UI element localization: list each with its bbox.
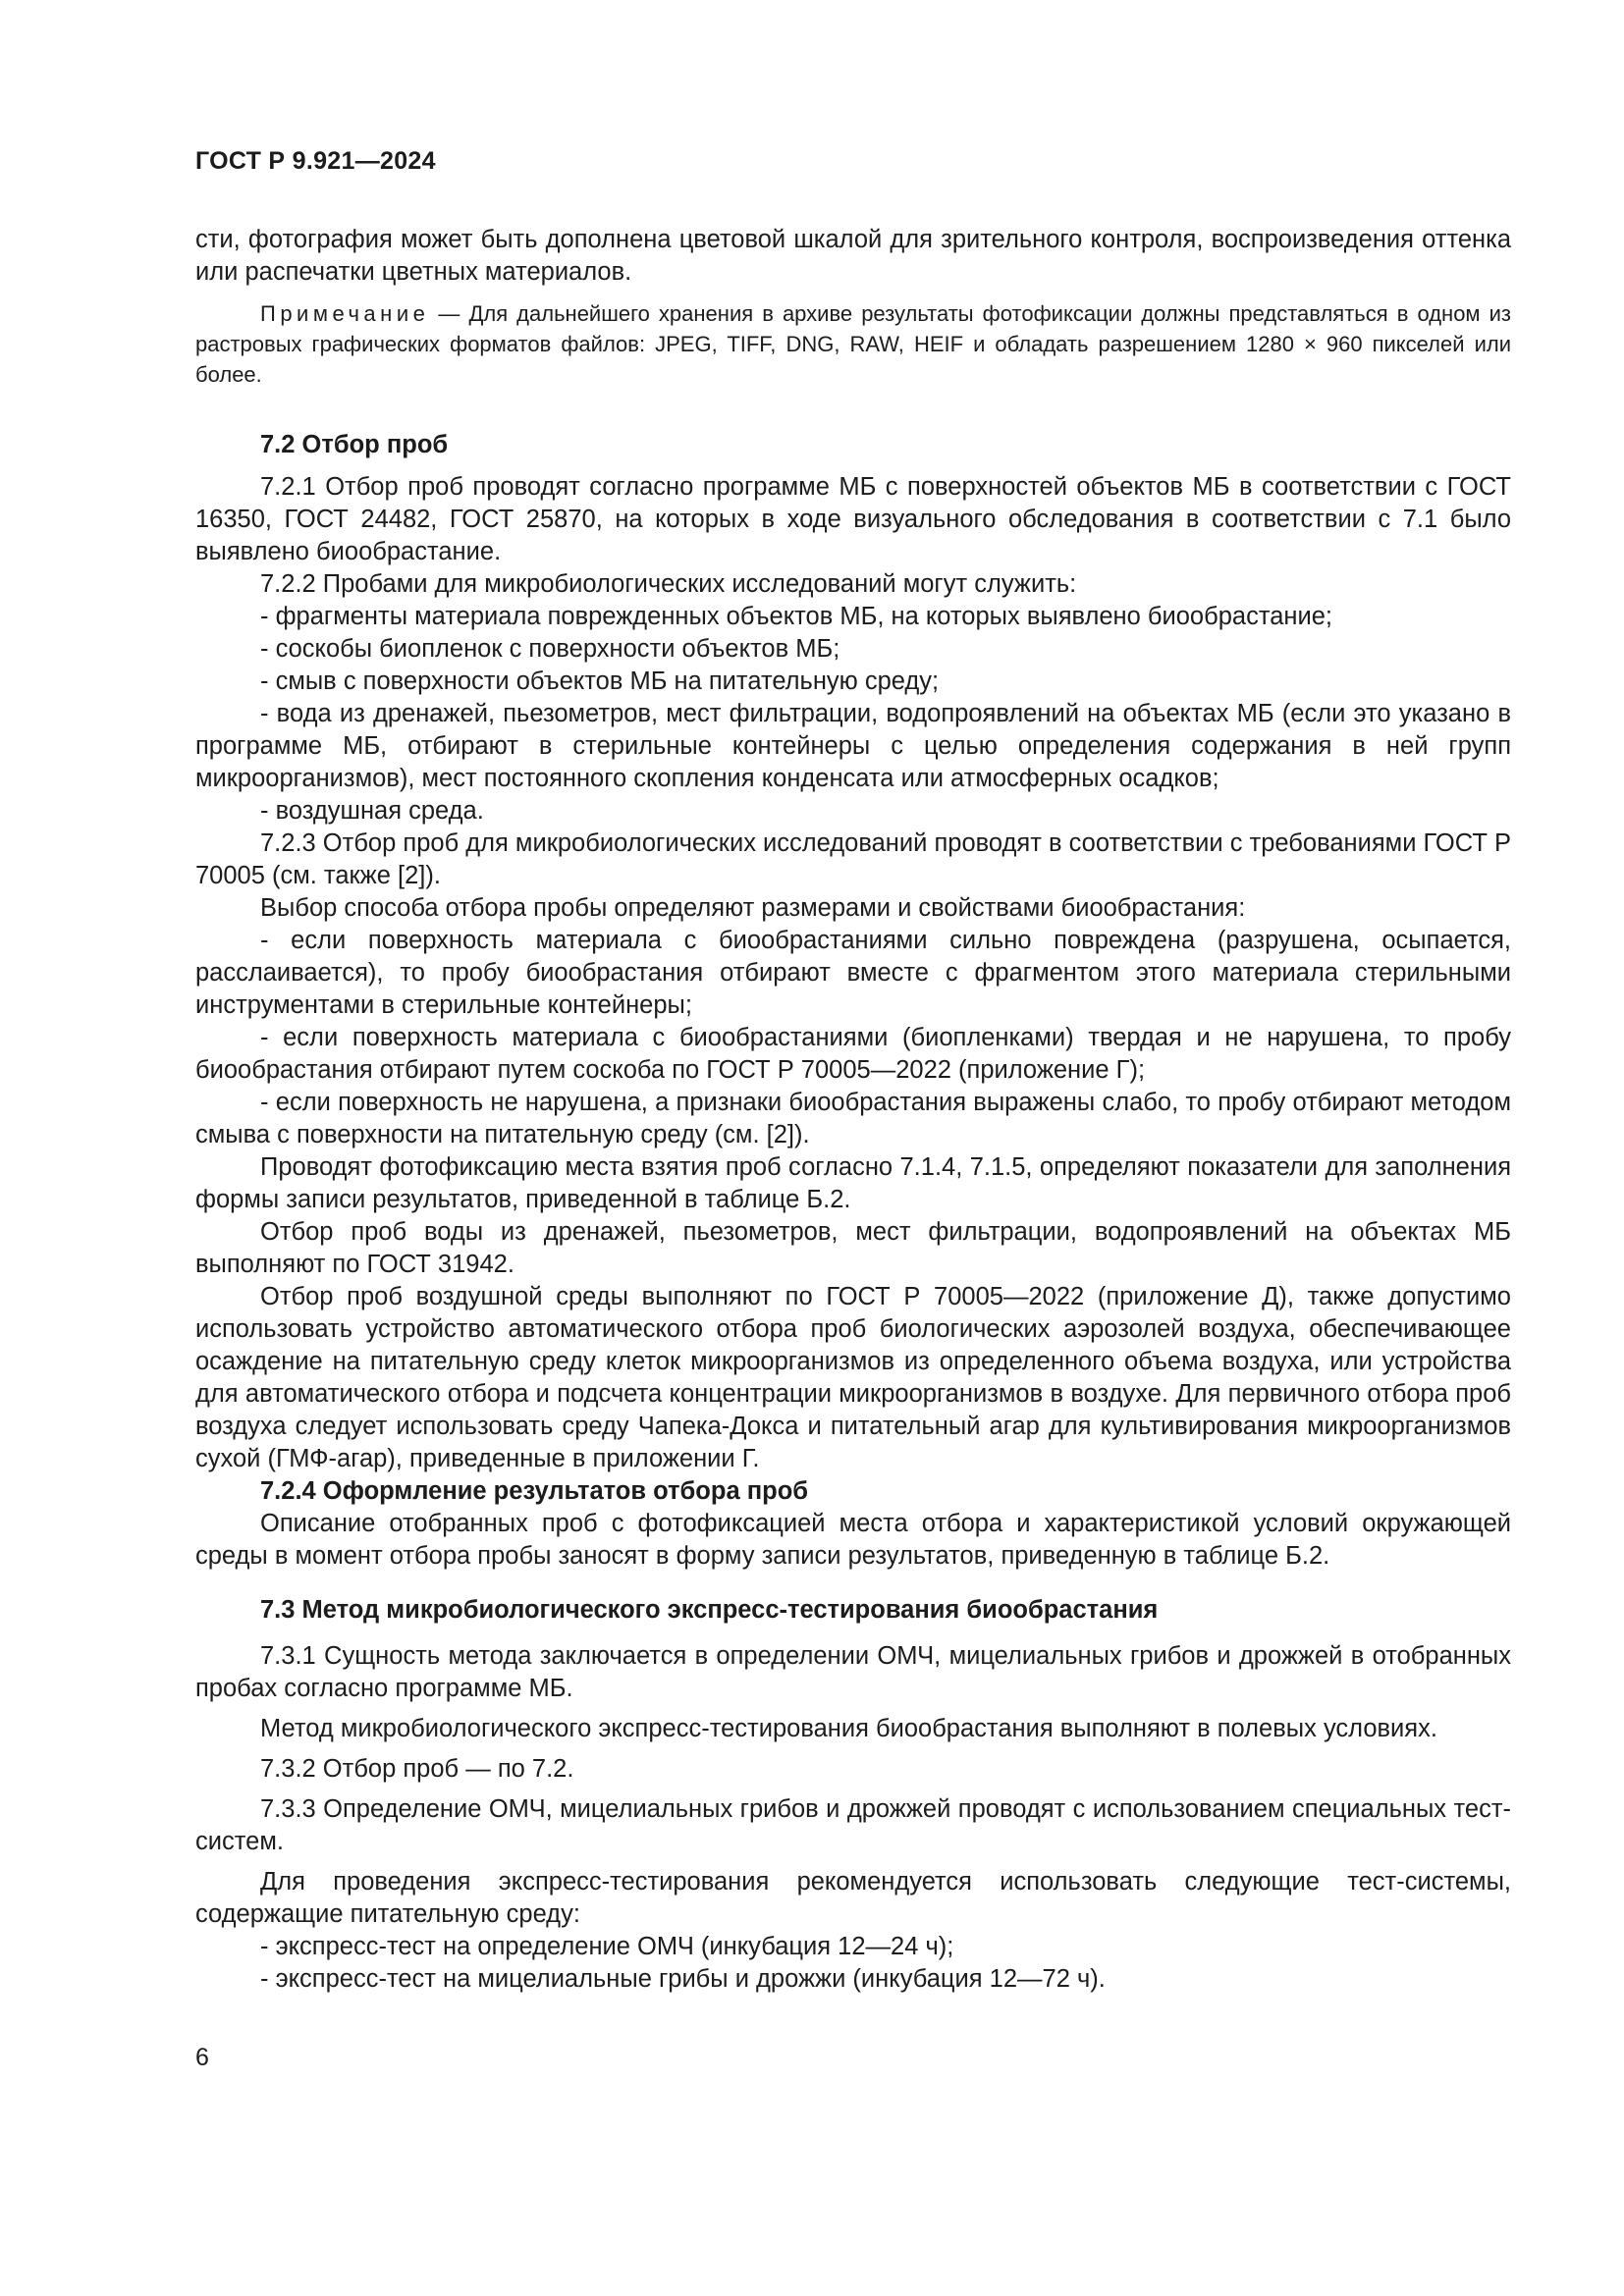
list-item: - если поверхность материала с биообрастаниями сильно повреждена (разрушена, осыпается, расслаивается), то пробу биообрастания отбирают вместе с фрагментом этого материала стерильными инструментами в стерильные контейнеры; bbox=[195, 927, 1511, 1019]
paragraph-field-conditions: Метод микробиологического экспресс-тестирования биообрастания выполняют в полевых условиях. bbox=[260, 1715, 1437, 1742]
paragraph-7-2-4: Описание отобранных проб с фотофиксацией места отбора и характеристикой условий окружающей среды в момент отбора пробы заносят в форму записи результатов, приведенную в таблице Б.2. bbox=[195, 1510, 1511, 1570]
section-title-7-2-4: 7.2.4 Оформление результатов отбора проб bbox=[260, 1477, 809, 1505]
paragraph-test-systems: Для проведения экспресс-тестирования рекомендуется использовать следующие тест-системы, содержащие питательную среду: bbox=[195, 1868, 1511, 1928]
paragraph-water-sampling: Отбор проб воды из дренажей, пьезометров, мест фильтрации, водопроявлений на объектах МБ выполняют по ГОСТ 31942. bbox=[195, 1218, 1511, 1278]
paragraph-7-3-3: 7.3.3 Определение ОМЧ, мицелиальных грибов и дрожжей проводят с использованием специальных тест-систем. bbox=[195, 1795, 1511, 1855]
paragraph-7-2-3: 7.2.3 Отбор проб для микробиологических исследований проводят в соответствии с требованиями ГОСТ Р 70005 (см. также [2]). bbox=[195, 829, 1511, 889]
paragraph-7-2-2: 7.2.2 Пробами для микробиологических исследований могут служить: bbox=[260, 570, 1077, 598]
paragraph-sampling-choice: Выбор способа отбора пробы определяют размерами и свойствами биообрастания: bbox=[260, 894, 1246, 922]
paragraph-7-2-1: 7.2.1 Отбор проб проводят согласно программе МБ с поверхностей объектов МБ в соответствии с ГОСТ 16350, ГОСТ 24482, ГОСТ 25870, на которых в ходе визуального обследования в соответствии с 7.1 было выявлено биообрастание. bbox=[195, 473, 1511, 565]
list-item: - экспресс-тест на мицелиальные грибы и дрожжи (инкубация 12—72 ч). bbox=[260, 1965, 1106, 1993]
section-title-7-2: 7.2 Отбор проб bbox=[260, 431, 449, 458]
paragraph-7-3-1: 7.3.1 Сущность метода заключается в определении ОМЧ, мицелиальных грибов и дрожжей в отобранных пробах согласно программе МБ. bbox=[195, 1642, 1511, 1702]
note-text: — Для дальнейшего хранения в архиве результаты фотофиксации должны представляться в одном из растровых графических форматов файлов: JPEG, TIFF, DNG, RAW, HEIF и обладать разрешением 1280 × 960 пикселей или более. bbox=[195, 301, 1511, 387]
list-item: - воздушная среда. bbox=[260, 797, 484, 825]
list-item: - если поверхность не нарушена, а признаки биообрастания выражены слабо, то пробу отбирают методом смыва с поверхности на питательную среду (см. [2]). bbox=[195, 1089, 1511, 1148]
page-content bbox=[195, 224, 1511, 1996]
list-item: - соскобы биопленок с поверхности объектов МБ; bbox=[260, 635, 840, 663]
paragraph-7-3-2: 7.3.2 Отбор проб — по 7.2. bbox=[260, 1755, 574, 1783]
list-item: - вода из дренажей, пьезометров, мест фильтрации, водопроявлений на объектах МБ (если это указано в программе МБ, отбирают в стерильные контейнеры с целью определения содержания в ней групп микроорганизмов), мест постоянного скопления конденсата или атмосферных осадков; bbox=[195, 700, 1511, 792]
paragraph-air-sampling: Отбор проб воздушной среды выполняют по ГОСТ Р 70005—2022 (приложение Д), также допустимо использовать устройство автоматического отбора проб биологических аэрозолей воздуха, обеспечивающее осаждение на питательную среду клеток микроорганизмов из определенного объема воздуха, или устройства для автоматического отбора и подсчета концентрации микроорганизмов в воздухе. Для первичного отбора проб воздуха следует использовать среду Чапека-Докса и питательный агар для культивирования микроорганизмов сухой (ГМФ-агар), приведенные в приложении Г. bbox=[195, 1283, 1511, 1472]
list-item: - фрагменты материала поврежденных объектов МБ, на которых выявлено биообрастание; bbox=[260, 603, 1332, 630]
list-item: - экспресс-тест на определение ОМЧ (инкубация 12—24 ч); bbox=[260, 1933, 954, 1960]
list-item: - если поверхность материала с биообрастаниями (биопленками) твердая и не нарушена, то пробу биообрастания отбирают путем соскоба по ГОСТ Р 70005—2022 (приложение Г); bbox=[195, 1024, 1511, 1084]
document-header: ГОСТ Р 9.921—2024 bbox=[195, 147, 436, 175]
paragraph-photo-fixation: Проводят фотофиксацию места взятия проб согласно 7.1.4, 7.1.5, определяют показатели для заполнения формы записи результатов, приведенной в таблице Б.2. bbox=[195, 1153, 1511, 1213]
note-label: Примечание bbox=[260, 301, 430, 326]
list-item: - смыв с поверхности объектов МБ на питательную среду; bbox=[260, 667, 940, 695]
page-number: 6 bbox=[195, 2044, 209, 2071]
paragraph-continuation: сти, фотография может быть дополнена цветовой шкалой для зрительного контроля, воспроизведения оттенка или распечатки цветных материалов. bbox=[195, 226, 1511, 286]
note-paragraph bbox=[195, 298, 1511, 390]
section-title-7-3: 7.3 Метод микробиологического экспресс-тестирования биообрастания bbox=[260, 1596, 1159, 1624]
